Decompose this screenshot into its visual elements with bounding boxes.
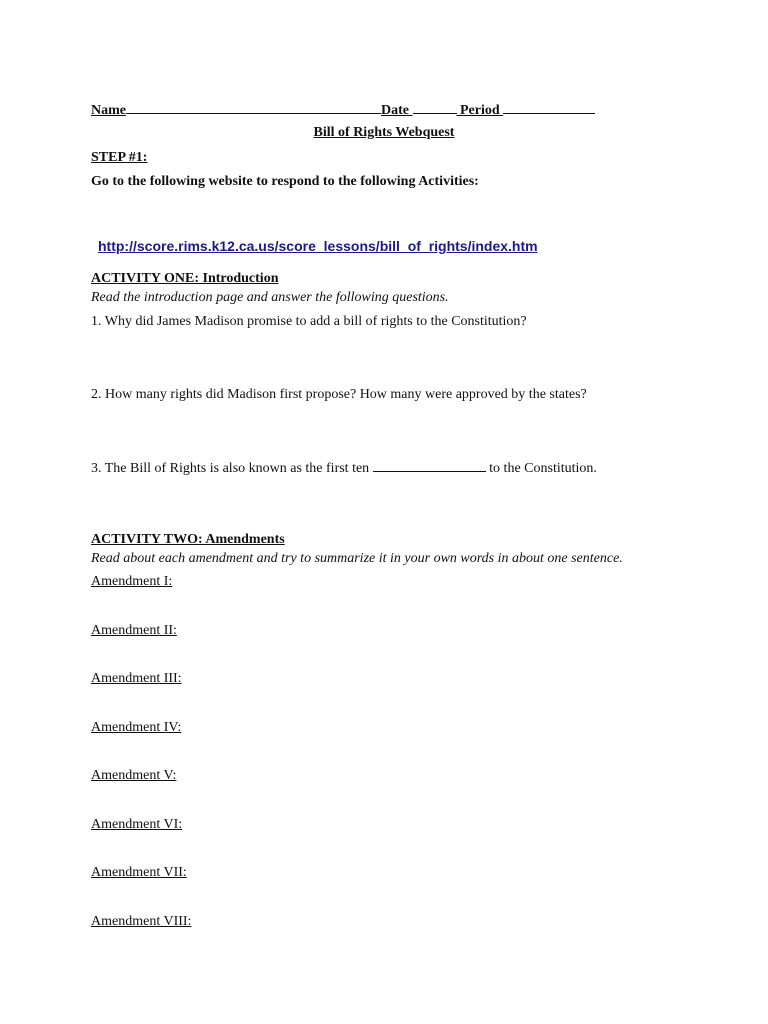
- question-2: 2. How many rights did Madison first propose? How many were approved by the states?: [91, 387, 587, 402]
- question-3-blank[interactable]: [373, 459, 486, 472]
- amendment-6-label: Amendment VI:: [91, 817, 183, 832]
- name-label: Name: [91, 103, 126, 118]
- page-title: Bill of Rights Webquest: [313, 125, 455, 140]
- header-line: [91, 101, 595, 119]
- period-label: Period: [460, 103, 500, 118]
- amendment-2-label: Amendment II:: [91, 623, 177, 638]
- question-1: 1. Why did James Madison promise to add a bill of rights to the Constitution?: [91, 314, 527, 329]
- name-blank[interactable]: [126, 101, 381, 114]
- date-label: Date: [381, 103, 409, 118]
- amendment-7-label: Amendment VII:: [91, 865, 187, 880]
- amendment-1-label: Amendment I:: [91, 574, 173, 589]
- amendment-3-label: Amendment III:: [91, 671, 182, 686]
- activity-two-instruction: Read about each amendment and try to summarize it in your own words in about one sentence.: [91, 551, 623, 566]
- amendment-5-label: Amendment V:: [91, 768, 177, 783]
- question-3: [91, 459, 597, 477]
- activity-one-heading: ACTIVITY ONE: Introduction: [91, 271, 279, 286]
- date-blank[interactable]: [413, 101, 457, 114]
- website-link-row: [91, 222, 538, 256]
- amendment-8-label: Amendment VIII:: [91, 914, 192, 929]
- question-3-text-before: 3. The Bill of Rights is also known as the first ten: [91, 461, 370, 476]
- activity-one-instruction: Read the introduction page and answer the following questions.: [91, 290, 449, 305]
- step-instruction: Go to the following website to respond to the following Activities:: [91, 174, 479, 189]
- step-label: STEP #1:: [91, 150, 148, 165]
- activity-two-heading: ACTIVITY TWO: Amendments: [91, 532, 285, 547]
- question-3-text-after: to the Constitution.: [489, 461, 597, 476]
- period-blank[interactable]: [503, 101, 595, 114]
- amendment-4-label: Amendment IV:: [91, 720, 182, 735]
- website-link[interactable]: http://score.rims.k12.ca.us/score_lessons/bill_of_rights/index.htm: [98, 238, 538, 254]
